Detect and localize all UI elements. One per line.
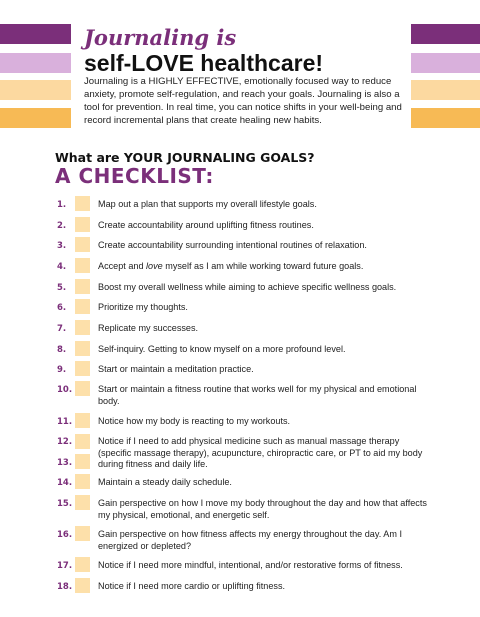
section-heading: A CHECKLIST: <box>55 164 214 188</box>
checkbox[interactable] <box>75 320 90 335</box>
decorative-stripe <box>0 24 71 44</box>
decorative-stripe <box>411 108 480 128</box>
checkbox[interactable] <box>75 495 90 510</box>
item-text: Self-inquiry. Getting to know myself on a more profound level. <box>98 344 346 354</box>
item-number: 7. <box>57 324 67 334</box>
item-number: 16. <box>57 530 73 540</box>
checkbox[interactable] <box>75 258 90 273</box>
checkbox[interactable] <box>75 279 90 294</box>
intro-paragraph: Journaling is a HIGHLY EFFECTIVE, emotionally focused way to reduce anxiety, promote self-regulation, and reach your goals. Journaling is also a tool for prevention. In real time, you can notice shifts in your well-being and record incremental plans that create healing new habits. <box>84 76 402 126</box>
section-question: What are YOUR JOURNALING GOALS? <box>55 150 315 165</box>
decorative-stripe <box>411 53 480 73</box>
item-text: Prioritize my thoughts. <box>98 302 188 312</box>
decorative-stripe <box>411 24 480 44</box>
item-text: Gain perspective on how fitness affects my energy throughout the day. Am I energized or depleted? <box>98 529 402 551</box>
item-number: 1. <box>57 200 67 210</box>
item-text: Notice if I need to add physical medicine such as manual massage therapy (specific massage therapy), acupuncture, chiropractic care, or PT to aid my body during fitness and daily life. <box>98 436 423 469</box>
checkbox[interactable] <box>75 413 90 428</box>
item-text: Start or maintain a fitness routine that works well for my physical and emotional body. <box>98 384 417 406</box>
checkbox[interactable] <box>75 474 90 489</box>
item-text: Create accountability surrounding intentional routines of relaxation. <box>98 240 367 250</box>
item-number: 6. <box>57 303 67 313</box>
decorative-stripe <box>0 108 71 128</box>
item-text: Notice if I need more mindful, intentional, and/or restorative forms of fitness. <box>98 560 403 570</box>
checkbox[interactable] <box>75 578 90 593</box>
page-title-line-2: self-LOVE healthcare! <box>84 50 324 76</box>
item-number: 12. <box>57 437 73 447</box>
item-text-end: myself as I am while working toward future goals. <box>162 261 364 271</box>
decorative-stripe <box>411 80 480 100</box>
item-text: Start or maintain a meditation practice. <box>98 364 254 374</box>
item-text-emphasis: love <box>146 261 163 271</box>
decorative-stripe <box>0 53 71 73</box>
item-text: Notice how my body is reacting to my workouts. <box>98 416 291 426</box>
item-text: Boost my overall wellness while aiming to achieve specific wellness goals. <box>98 282 397 292</box>
item-number: 5. <box>57 283 67 293</box>
item-number: 17. <box>57 561 73 571</box>
item-number: 14. <box>57 478 73 488</box>
item-text: Replicate my successes. <box>98 323 199 333</box>
item-number: 18. <box>57 582 73 592</box>
item-number: 10. <box>57 385 73 395</box>
item-number: 13. <box>57 458 73 468</box>
item-text: Create accountability around uplifting fitness routines. <box>98 220 314 230</box>
item-text: Maintain a steady daily schedule. <box>98 477 232 487</box>
item-number: 3. <box>57 241 67 251</box>
item-number: 9. <box>57 365 67 375</box>
item-number: 15. <box>57 499 73 509</box>
page-title-line-1: Journaling is <box>84 25 237 50</box>
checkbox[interactable] <box>75 361 90 376</box>
checkbox[interactable] <box>75 526 90 541</box>
checkbox[interactable] <box>75 196 90 211</box>
checkbox[interactable] <box>75 341 90 356</box>
checkbox[interactable] <box>75 299 90 314</box>
decorative-stripe <box>0 80 71 100</box>
item-number: 4. <box>57 262 67 272</box>
item-text <box>98 261 428 273</box>
item-text: Map out a plan that supports my overall lifestyle goals. <box>98 199 317 209</box>
item-text-start: Accept and <box>98 261 147 271</box>
item-number: 11. <box>57 417 73 427</box>
checkbox[interactable] <box>75 454 90 469</box>
item-number: 8. <box>57 345 67 355</box>
checkbox[interactable] <box>75 237 90 252</box>
item-text: Gain perspective on how I move my body throughout the day and how that affects my physical, emotional, and energetic self. <box>98 498 427 520</box>
item-number: 2. <box>57 221 67 231</box>
item-text: Notice if I need more cardio or uplifting fitness. <box>98 581 286 591</box>
checkbox[interactable] <box>75 557 90 572</box>
checkbox[interactable] <box>75 217 90 232</box>
checkbox[interactable] <box>75 381 90 396</box>
checkbox[interactable] <box>75 434 90 449</box>
